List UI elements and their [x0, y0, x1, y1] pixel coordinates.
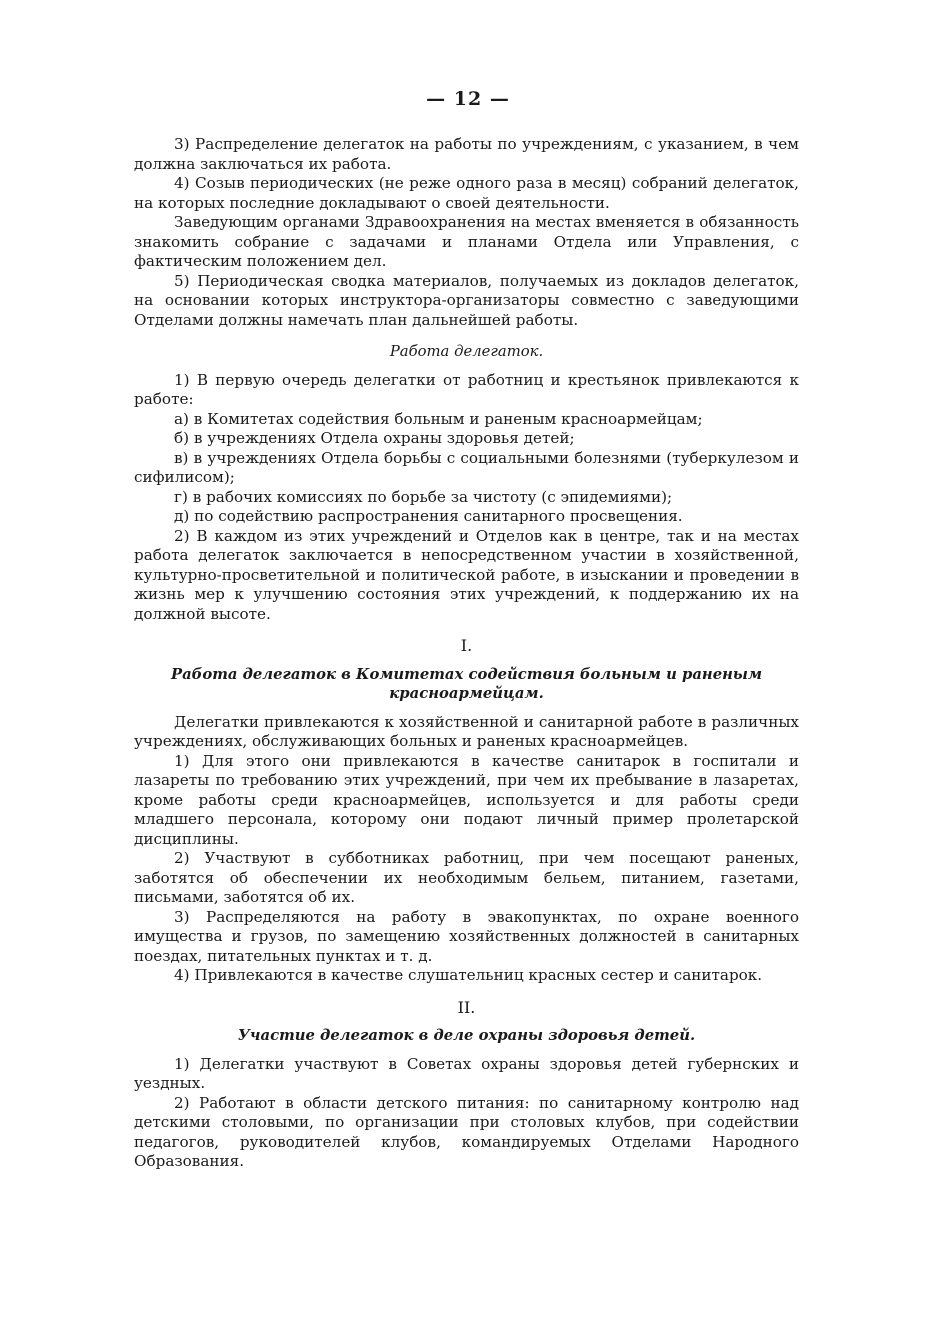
- paragraph-s2-1: 1) Делегатки участвуют в Советах охраны здоровья детей губернских и уездных.: [134, 1054, 799, 1092]
- list-item-g: г) в рабочих комиссиях по борьбе за чистоту (с эпидемиями);: [174, 487, 673, 506]
- section-numeral-2: II.: [457, 997, 476, 1017]
- list-item-d: д) по содействию распространения санитарного просвещения.: [174, 507, 683, 525]
- heading-section-2: Участие делегаток в деле охраны здоровья детей.: [237, 1027, 696, 1044]
- list-item-a: а) в Комитетах содействия больным и раненым красноармейцам;: [174, 409, 703, 428]
- paragraph-s1-3: 3) Распределяются на работу в эвакопунктах, по охране военного имущества и грузов, по замещению хозяйственных должностей в санитарных поездах, питательных пунктах и т. д.: [134, 907, 799, 965]
- paragraph-intro-note: Заведующим органами Здравоохранения на местах вменяется в обязанность знакомить собрание с задачами и планами Отдела или Управления, с фактическим положением дел.: [134, 213, 799, 270]
- paragraph-s1-intro: Делегатки привлекаются к хозяйственной и санитарной работе в различных учреждениях, обслуживающих больных и раненых красноармейцев.: [134, 712, 799, 750]
- paragraph-work-1: 1) В первую очередь делегатки от работниц и крестьянок привлекаются к работе:: [134, 370, 799, 408]
- paragraph-s2-2: 2) Работают в области детского питания: по санитарному контролю над детскими столовыми, по организации при столовых клубов, при содействии педагогов, руководителей клубов, командируемых Отделами Народного Образования.: [134, 1093, 799, 1170]
- heading-work-of-delegates: Работа делегаток.: [389, 343, 544, 360]
- paragraph-s1-2: 2) Участвуют в субботниках работниц, при чем посещают раненых, заботятся об обеспечении их необходимым бельем, питанием, газетами, письмами, заботятся об их.: [134, 849, 799, 906]
- heading-section-1: Работа делегаток в Комитетах содействия больным и раненым красноармейцам.: [170, 665, 763, 702]
- paragraph-work-2: 2) В каждом из этих учреждений и Отделов как в центре, так и на местах работа делегаток заключается в непосредственном участии в хозяйственной, культурно-просветительной и политической работе, в изыскании и проведении в жизнь мер к улучшению состояния этих учреждений, к поддержанию их на должной высоте.: [134, 526, 799, 623]
- paragraph-intro-4: 4) Созыв периодических (не реже одного раза в месяц) собраний делегаток, на которых последние докладывают о своей деятельности.: [134, 174, 799, 212]
- page-body: [134, 135, 799, 1172]
- paragraph-intro-3: 3) Распределение делегаток на работы по учреждениям, с указанием, в чем должна заключаться их работа.: [134, 135, 799, 173]
- section-numeral-1: I.: [460, 636, 473, 655]
- page-number: — 12 —: [426, 88, 510, 110]
- paragraph-intro-5: 5) Периодическая сводка материалов, получаемых из докладов делегаток, на основании которых инструктора-организаторы совместно с заведующими Отделами должны намечать план дальнейшей работы.: [134, 271, 799, 329]
- list-item-v: в) в учреждениях Отдела борьбы с социальными болезнями (туберкулезом и сифилисом);: [134, 448, 799, 486]
- paragraph-s1-4: 4) Привлекаются в качестве слушательниц красных сестер и санитарок.: [174, 966, 763, 984]
- paragraph-s1-1: 1) Для этого они привлекаются в качестве санитарок в госпитали и лазареты по требованию этих учреждений, при чем их пребывание в лазаретах, кроме работы среди красноармейцев, используется и для работы среди младшего персонала, которому они подают личный пример пролетарской дисциплины.: [134, 751, 799, 848]
- list-item-b: б) в учреждениях Отдела охраны здоровья детей;: [174, 429, 575, 447]
